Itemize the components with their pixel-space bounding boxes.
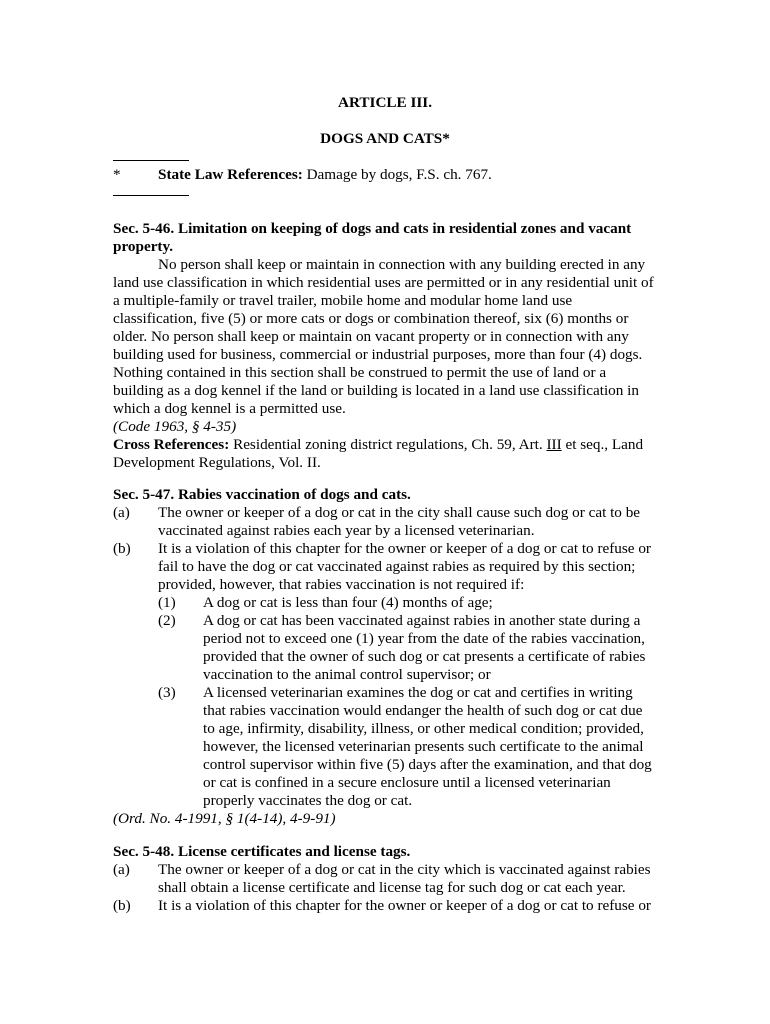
cross-references-label: Cross References: xyxy=(113,436,230,453)
footnote-text: Damage by dogs, F.S. ch. 767. xyxy=(306,166,492,183)
cross-references xyxy=(113,436,658,472)
footnote xyxy=(113,166,658,184)
subsection-b xyxy=(113,540,658,594)
subsection-text: The owner or keeper of a dog or cat in the city which is vaccinated against rabies shall obtain a license certificate and license tag for such dog or cat each year. xyxy=(158,861,651,896)
section-heading: Sec. 5-48. License certificates and license tags. xyxy=(113,843,411,860)
article-number: ARTICLE III. xyxy=(338,94,432,111)
article-title: DOGS AND CATS* xyxy=(320,130,450,147)
section-5-48 xyxy=(113,843,658,915)
section-history: (Ord. No. 4-1991, § 1(4-14), 4-9-91) xyxy=(113,810,336,827)
subsection-label: (b) xyxy=(113,897,131,914)
section-heading: Sec. 5-46. Limitation on keeping of dogs and cats in residential zones and vacant property. xyxy=(113,220,632,255)
list-item-label: (3) xyxy=(158,684,176,701)
cross-references-article: III xyxy=(546,436,562,453)
list-item-label: (1) xyxy=(158,594,176,611)
section-5-46 xyxy=(113,220,658,472)
section-heading: Sec. 5-47. Rabies vaccination of dogs and cats. xyxy=(113,486,411,503)
section-body: No person shall keep or maintain in connection with any building erected in any land use classification in which residential uses are permitted or in any residential unit of a multiple-family or travel trailer, mobile home and modular home land use classification, five (5) or more cats or dogs or combination thereof, six (6) months or older. No person shall keep or maintain on vacant property or in connection with any building used for business, commercial or industrial purposes, more than four (4) dogs. Nothing contained in this section shall be construed to permit the use of land or a building as a dog kennel if the land or building is located in a land use classification in which a dog kennel is a permitted use. xyxy=(113,256,654,417)
cross-references-text-2: et seq., Land Development Regulations, Vol. II. xyxy=(113,436,644,471)
list-item xyxy=(113,684,658,810)
list-item xyxy=(113,612,658,684)
footnote-marker: * xyxy=(113,166,121,183)
list-item-text: A licensed veterinarian examines the dog or cat and certifies in writing that rabies vaccination would endanger the health of such dog or cat due to age, infirmity, disability, illness, or other medical condition; provided, however, the licensed veterinarian presents such certificate to the animal control supervisor within five (5) days after the examination, and that dog or cat is confined in a secure enclosure until a licensed veterinarian properly vaccinates the dog or cat. xyxy=(203,684,652,809)
subsection-a xyxy=(113,861,658,897)
list-item-label: (2) xyxy=(158,612,176,629)
cross-references-text-1: Residential zoning district regulations, Ch. 59, Art. xyxy=(233,436,543,453)
subsection-text: It is a violation of this chapter for the owner or keeper of a dog or cat to refuse or fail to have the dog or cat vaccinated against rabies as required by this section; provided, however, that rabies vaccination is not required if: xyxy=(158,540,651,593)
list-item xyxy=(113,594,658,612)
subsection-label: (b) xyxy=(113,540,131,557)
list-item-text: A dog or cat has been vaccinated against rabies in another state during a period not to exceed one (1) year from the date of the rabies vaccination, provided that the owner of such dog or cat presents a certificate of rabies vaccination to the animal control supervisor; or xyxy=(203,612,646,683)
subsection-label: (a) xyxy=(113,504,130,521)
footnote-rule-top xyxy=(113,160,189,161)
subsection-a xyxy=(113,504,658,540)
section-5-47 xyxy=(113,486,658,828)
list-item-text: A dog or cat is less than four (4) months of age; xyxy=(203,594,493,611)
subsection-text: It is a violation of this chapter for the owner or keeper of a dog or cat to refuse or xyxy=(158,897,651,914)
footnote-label: State Law References: xyxy=(158,166,303,183)
section-history: (Code 1963, § 4-35) xyxy=(113,418,237,435)
subsection-b xyxy=(113,897,658,915)
subsection-text: The owner or keeper of a dog or cat in the city shall cause such dog or cat to be vaccinated against rabies each year by a licensed veterinarian. xyxy=(158,504,641,539)
subsection-label: (a) xyxy=(113,861,130,878)
footnote-rule-bottom xyxy=(113,195,189,196)
